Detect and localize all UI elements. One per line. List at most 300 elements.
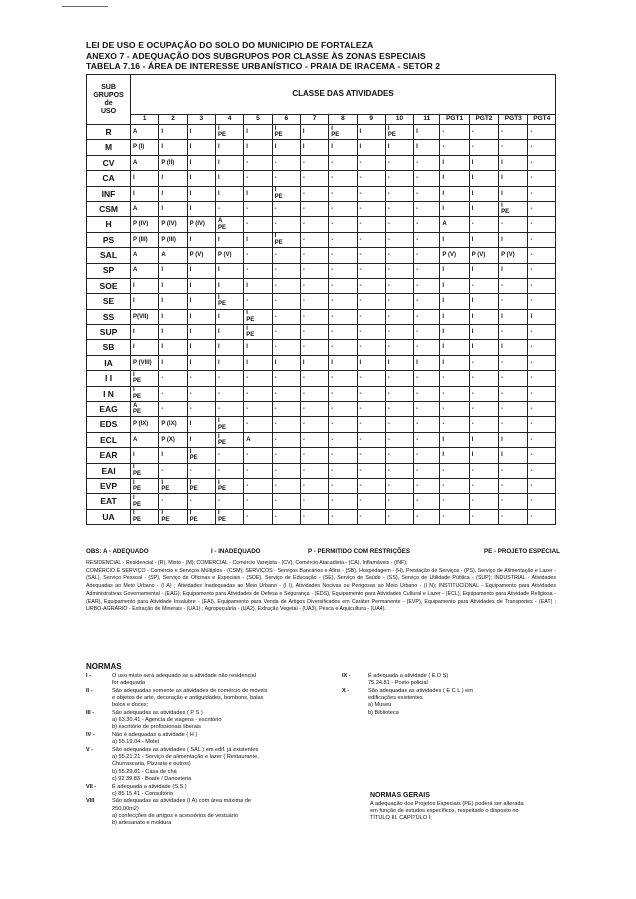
norma-item <box>86 673 346 687</box>
table-cell: A <box>440 217 469 232</box>
table-cell: - <box>244 248 272 263</box>
table-cell: - <box>187 402 215 417</box>
cell-value: I <box>217 433 220 440</box>
table-cell: - <box>528 294 556 309</box>
table-row <box>87 186 556 201</box>
table-cell: - <box>215 448 243 463</box>
table-cell: I <box>272 355 300 370</box>
table-cell: I <box>499 155 528 170</box>
table-cell: - <box>499 386 528 401</box>
table-cell: - <box>499 140 528 155</box>
table-cell: - <box>272 201 300 216</box>
table-cell: - <box>357 217 385 232</box>
norma-line: São adequadas as atividades ( P S ) <box>112 710 203 717</box>
table-cell: - <box>499 509 528 524</box>
table-cell: I <box>159 325 187 340</box>
table-cell: P(VII) <box>131 309 159 324</box>
table-cell: - <box>357 248 385 263</box>
cell-value: I <box>274 233 277 240</box>
table-cell: I <box>159 278 187 293</box>
cell-value: I <box>189 479 192 486</box>
table-cell: - <box>469 417 498 432</box>
table-cell: - <box>385 278 413 293</box>
table-row <box>87 217 556 232</box>
table-row <box>87 432 556 447</box>
table-cell: - <box>272 371 300 386</box>
cell-pe-mark: PE <box>133 486 142 493</box>
table-cell: - <box>329 417 357 432</box>
table-cell: - <box>244 463 272 478</box>
table-cell: - <box>440 417 469 432</box>
subgroup-code: IA <box>87 355 131 370</box>
table-cell: - <box>469 494 498 509</box>
table-cell: - <box>469 371 498 386</box>
table-cell: - <box>528 417 556 432</box>
table-cell: - <box>300 478 328 493</box>
table-cell: - <box>357 263 385 278</box>
cell-pe-mark: PE <box>246 316 255 323</box>
table-cell: - <box>244 386 272 401</box>
table-cell: I <box>528 309 556 324</box>
header-line-2: ANEXO 7 - ADEQUAÇÃO DOS SUBGRUPOS POR CLASSE ÀS ZONAS ESPECIAIS <box>86 50 426 61</box>
table-cell: - <box>385 478 413 493</box>
corner-line: de <box>104 99 113 107</box>
table-cell: - <box>244 155 272 170</box>
top-rule <box>62 6 108 7</box>
table-cell: I <box>469 309 498 324</box>
norma-item <box>86 784 346 798</box>
table-cell <box>131 494 159 509</box>
cell-pe-mark: PE <box>331 132 340 139</box>
table-cell: - <box>329 155 357 170</box>
table-cell: - <box>244 448 272 463</box>
table-cell: - <box>329 402 357 417</box>
table-cell: I <box>159 294 187 309</box>
table-cell: I <box>187 232 215 247</box>
table-cell: - <box>300 463 328 478</box>
table-cell: - <box>385 463 413 478</box>
table-cell: - <box>414 201 440 216</box>
table-row <box>87 448 556 463</box>
subgroup-code: ECL <box>87 432 131 447</box>
table-cell: I <box>244 340 272 355</box>
table-cell: I <box>414 355 440 370</box>
norma-line: O uso misto será adequado se a atividade não residencial <box>112 673 256 679</box>
table-cell: - <box>414 448 440 463</box>
table-cell: I <box>215 309 243 324</box>
table-cell: I <box>131 186 159 201</box>
table-cell: I <box>131 294 159 309</box>
table-cell: - <box>329 201 357 216</box>
table-cell: - <box>272 171 300 186</box>
table-cell: I <box>131 278 159 293</box>
abbreviation-legend <box>86 560 556 614</box>
table-cell: I <box>215 186 243 201</box>
norma-line: b) escritório de profissionais liberais <box>112 724 201 731</box>
column-header: PGT1 <box>440 115 469 125</box>
cell-value: I <box>133 495 135 502</box>
subgroup-code: SUP <box>87 325 131 340</box>
subgroup-code: PS <box>87 232 131 247</box>
table-row <box>87 125 556 140</box>
table-cell: I <box>187 417 215 432</box>
table-cell: I <box>300 125 328 140</box>
table-cell: - <box>440 478 469 493</box>
table-cell: - <box>357 232 385 247</box>
cell-pe-mark: PE <box>133 393 142 400</box>
table-cell: - <box>414 402 440 417</box>
table-cell: - <box>528 186 556 201</box>
table-cell: - <box>528 478 556 493</box>
norma-text <box>112 688 346 710</box>
subgroup-code: CSM <box>87 201 131 216</box>
table-cell: - <box>159 402 187 417</box>
cell-pe-mark: PE <box>246 332 255 339</box>
table-cell: - <box>414 494 440 509</box>
corner-line: USO <box>100 107 117 115</box>
table-cell <box>131 386 159 401</box>
cell-pe-mark: PE <box>133 501 142 508</box>
table-cell: P (IV) <box>187 217 215 232</box>
norma-number: I - <box>86 673 91 679</box>
normas-gerais-line: em função de estudos específicos, respeitado o disposto no <box>370 808 519 815</box>
column-header: PGT3 <box>499 115 528 125</box>
norma-line: a) 55.21.21 - Serviço de alimentação e lazer ( Restaurante, <box>112 754 259 761</box>
table-cell: - <box>440 509 469 524</box>
table-cell <box>499 201 528 216</box>
table-cell: I <box>440 155 469 170</box>
table-cell <box>272 186 300 201</box>
table-cell: - <box>385 232 413 247</box>
table-cell: - <box>499 478 528 493</box>
table-row <box>87 371 556 386</box>
norma-text <box>112 673 346 687</box>
table-cell: - <box>414 217 440 232</box>
norma-number: X - <box>342 687 350 694</box>
table-cell: - <box>329 371 357 386</box>
document-header <box>86 40 556 72</box>
table-cell: I <box>329 355 357 370</box>
table-cell: - <box>469 278 498 293</box>
table-row <box>87 248 556 263</box>
table-cell: I <box>499 432 528 447</box>
table-cell: - <box>329 325 357 340</box>
table-cell: I <box>131 325 159 340</box>
subgroup-code: I I <box>87 371 131 386</box>
table-cell: - <box>440 402 469 417</box>
table-cell: - <box>357 478 385 493</box>
table-cell: I <box>385 355 413 370</box>
table-cell: - <box>357 494 385 509</box>
table-cell: I <box>499 171 528 186</box>
table-cell: - <box>414 171 440 186</box>
table-row <box>87 201 556 216</box>
table-cell <box>215 125 243 140</box>
table-cell: I <box>244 355 272 370</box>
column-header: PGT2 <box>469 115 498 125</box>
table-cell: - <box>272 340 300 355</box>
table-row <box>87 355 556 370</box>
obs-projeto: PE - PROJETO ESPECIAL <box>484 548 560 555</box>
table-cell: I <box>440 355 469 370</box>
table-cell <box>215 432 243 447</box>
table-cell: I <box>187 309 215 324</box>
cell-pe-mark: PE <box>161 486 170 493</box>
table-cell: - <box>469 386 498 401</box>
table-cell: - <box>414 386 440 401</box>
table-cell: P (V) <box>499 248 528 263</box>
table-cell: - <box>329 248 357 263</box>
table-cell: I <box>469 232 498 247</box>
table-cell: I <box>187 155 215 170</box>
norma-line: São adequadas somente as atividades de comércio de móveis <box>112 687 268 694</box>
table-cell: - <box>300 263 328 278</box>
table-cell <box>131 509 159 524</box>
table-cell: I <box>187 263 215 278</box>
table-cell: I <box>131 448 159 463</box>
table-cell: - <box>357 294 385 309</box>
table-cell: I <box>357 140 385 155</box>
table-cell: - <box>440 386 469 401</box>
norma-number: IV - <box>86 732 95 739</box>
column-header: 11 <box>414 115 440 125</box>
table-cell: - <box>300 201 328 216</box>
table-cell: I <box>159 309 187 324</box>
table-cell: - <box>528 217 556 232</box>
subgroup-code: UA <box>87 509 131 524</box>
subgroup-code: H <box>87 217 131 232</box>
table-cell: - <box>272 278 300 293</box>
table-cell: - <box>329 186 357 201</box>
table-cell: - <box>528 263 556 278</box>
table-cell: - <box>499 125 528 140</box>
cell-value: I <box>501 202 503 209</box>
adequacy-table <box>86 74 556 525</box>
table-cell: - <box>300 325 328 340</box>
cell-pe-mark: PE <box>217 132 226 139</box>
norma-line: bolos e doces; <box>112 702 149 709</box>
cell-value: I <box>274 187 277 194</box>
table-cell: - <box>244 478 272 493</box>
table-cell: - <box>385 417 413 432</box>
table-cell: I <box>499 340 528 355</box>
table-cell: - <box>300 509 328 524</box>
column-header: PGT4 <box>528 115 556 125</box>
normas-right-column <box>342 673 562 717</box>
table-cell: - <box>440 463 469 478</box>
table-cell: I <box>131 171 159 186</box>
cell-value: I <box>133 510 135 517</box>
table-cell: I <box>244 125 272 140</box>
table-cell: I <box>187 140 215 155</box>
table-cell: - <box>469 140 498 155</box>
table-cell: I <box>440 448 469 463</box>
table-cell: - <box>469 463 498 478</box>
norma-line: Não é adequadas a atividade ( H ) <box>112 732 198 739</box>
classe-header: CLASSE DAS ATIVIDADES <box>131 75 556 115</box>
table-cell: - <box>385 325 413 340</box>
table-cell <box>187 509 215 524</box>
cell-pe-mark: PE <box>133 516 142 523</box>
cell-value: I <box>161 510 164 517</box>
subgroup-code: SS <box>87 309 131 324</box>
table-cell: - <box>414 186 440 201</box>
norma-line: Churrascaria, Pizzaria e outros) <box>112 761 191 768</box>
normas-gerais-line: TITULO III, CAPÍTULO I; <box>370 815 432 822</box>
table-cell <box>187 478 215 493</box>
table-cell: - <box>357 201 385 216</box>
table-cell: - <box>329 432 357 447</box>
table-cell: I <box>244 232 272 247</box>
norma-text <box>112 784 346 798</box>
table-cell: - <box>300 371 328 386</box>
norma-text <box>368 673 562 687</box>
table-cell: - <box>414 263 440 278</box>
subgroup-code: INF <box>87 186 131 201</box>
table-cell: I <box>215 155 243 170</box>
table-cell: - <box>159 463 187 478</box>
cell-pe-mark: PE <box>133 409 142 416</box>
table-cell: - <box>300 340 328 355</box>
table-cell <box>272 232 300 247</box>
table-cell <box>215 509 243 524</box>
table-cell: - <box>329 232 357 247</box>
table-cell: - <box>300 248 328 263</box>
table-cell: - <box>499 355 528 370</box>
table-cell: I <box>440 278 469 293</box>
table-cell: - <box>329 278 357 293</box>
table-cell: I <box>469 155 498 170</box>
table-cell: I <box>272 140 300 155</box>
cell-pe-mark: PE <box>217 301 226 308</box>
table-cell: I <box>440 201 469 216</box>
table-cell: - <box>159 386 187 401</box>
table-cell <box>159 509 187 524</box>
table-cell: - <box>357 171 385 186</box>
table-cell: I <box>469 294 498 309</box>
table-cell: - <box>215 402 243 417</box>
cell-value: I <box>133 371 135 378</box>
table-cell: - <box>440 371 469 386</box>
table-cell: - <box>414 463 440 478</box>
norma-number: II - <box>86 687 93 694</box>
cell-pe-mark: PE <box>387 132 396 139</box>
table-cell: - <box>469 355 498 370</box>
table-cell: I <box>159 340 187 355</box>
table-cell: - <box>528 248 556 263</box>
table-cell: - <box>528 402 556 417</box>
column-header: 5 <box>244 115 272 125</box>
table-cell: - <box>329 478 357 493</box>
subgroup-code: EDS <box>87 417 131 432</box>
table-cell: I <box>187 125 215 140</box>
subgroup-code: M <box>87 140 131 155</box>
corner-line: GRUPOS <box>93 91 124 99</box>
table-cell: - <box>272 494 300 509</box>
table-cell: - <box>357 155 385 170</box>
subgroup-code: SB <box>87 340 131 355</box>
table-cell: - <box>385 432 413 447</box>
table-cell <box>272 125 300 140</box>
table-cell: I <box>244 278 272 293</box>
table-cell: P (I) <box>131 140 159 155</box>
table-cell: - <box>329 217 357 232</box>
table-cell: I <box>244 186 272 201</box>
subgroup-code: EAT <box>87 494 131 509</box>
subgroup-code: EAG <box>87 402 131 417</box>
table-cell: - <box>385 263 413 278</box>
table-cell <box>215 217 243 232</box>
table-cell: - <box>272 309 300 324</box>
table-cell: - <box>272 386 300 401</box>
cell-pe-mark: PE <box>274 193 283 200</box>
table-cell: A <box>131 125 159 140</box>
table-cell: - <box>414 509 440 524</box>
table-cell: P (IV) <box>159 217 187 232</box>
subgroup-code: SOE <box>87 278 131 293</box>
cell-value: I <box>133 464 135 471</box>
norma-line: São adequadas as atividades ( E C L ) em <box>368 687 473 694</box>
obs-adequado: OBS: A - ADEQUADO <box>86 548 149 555</box>
table-cell: - <box>329 340 357 355</box>
table-cell: P (V) <box>215 248 243 263</box>
table-row <box>87 402 556 417</box>
norma-line: b) Biblioteca <box>368 709 399 716</box>
cell-pe-mark: PE <box>274 132 283 139</box>
normas-gerais-line: A adequação dos Projetos Especiais (PE) poderá ser alterada <box>370 801 524 807</box>
table-cell: - <box>528 463 556 478</box>
norma-line: e objetos de arte, decoração e antiguidades, bombons, balas <box>112 695 264 702</box>
table-cell: - <box>357 371 385 386</box>
table-cell: - <box>159 371 187 386</box>
column-header: 9 <box>357 115 385 125</box>
table-cell: - <box>329 463 357 478</box>
cell-pe-mark: PE <box>274 239 283 246</box>
table-cell: I <box>159 171 187 186</box>
table-cell: - <box>300 432 328 447</box>
table-cell: I <box>187 355 215 370</box>
table-cell: - <box>528 448 556 463</box>
table-cell: - <box>244 263 272 278</box>
cell-pe-mark: PE <box>189 486 198 493</box>
table-cell: - <box>414 232 440 247</box>
table-cell: - <box>469 402 498 417</box>
table-cell: A <box>244 432 272 447</box>
table-cell: - <box>187 371 215 386</box>
table-cell: - <box>329 263 357 278</box>
subgroup-header <box>87 75 131 125</box>
table-cell: - <box>357 432 385 447</box>
column-header: 2 <box>159 115 187 125</box>
cell-value: I <box>217 510 220 517</box>
table-cell: I <box>215 140 243 155</box>
table-cell: - <box>469 217 498 232</box>
table-cell: - <box>357 417 385 432</box>
cell-pe-mark: PE <box>189 455 198 462</box>
table-cell: - <box>440 494 469 509</box>
table-cell: - <box>272 248 300 263</box>
table-cell: - <box>357 325 385 340</box>
table-cell: - <box>528 171 556 186</box>
cell-pe-mark: PE <box>217 224 226 231</box>
normas-left-column <box>86 673 346 828</box>
table-cell: I <box>300 140 328 155</box>
table-cell: - <box>357 463 385 478</box>
table-cell: - <box>329 294 357 309</box>
table-cell: - <box>357 509 385 524</box>
subgroup-code: SE <box>87 294 131 309</box>
table-cell: - <box>469 125 498 140</box>
